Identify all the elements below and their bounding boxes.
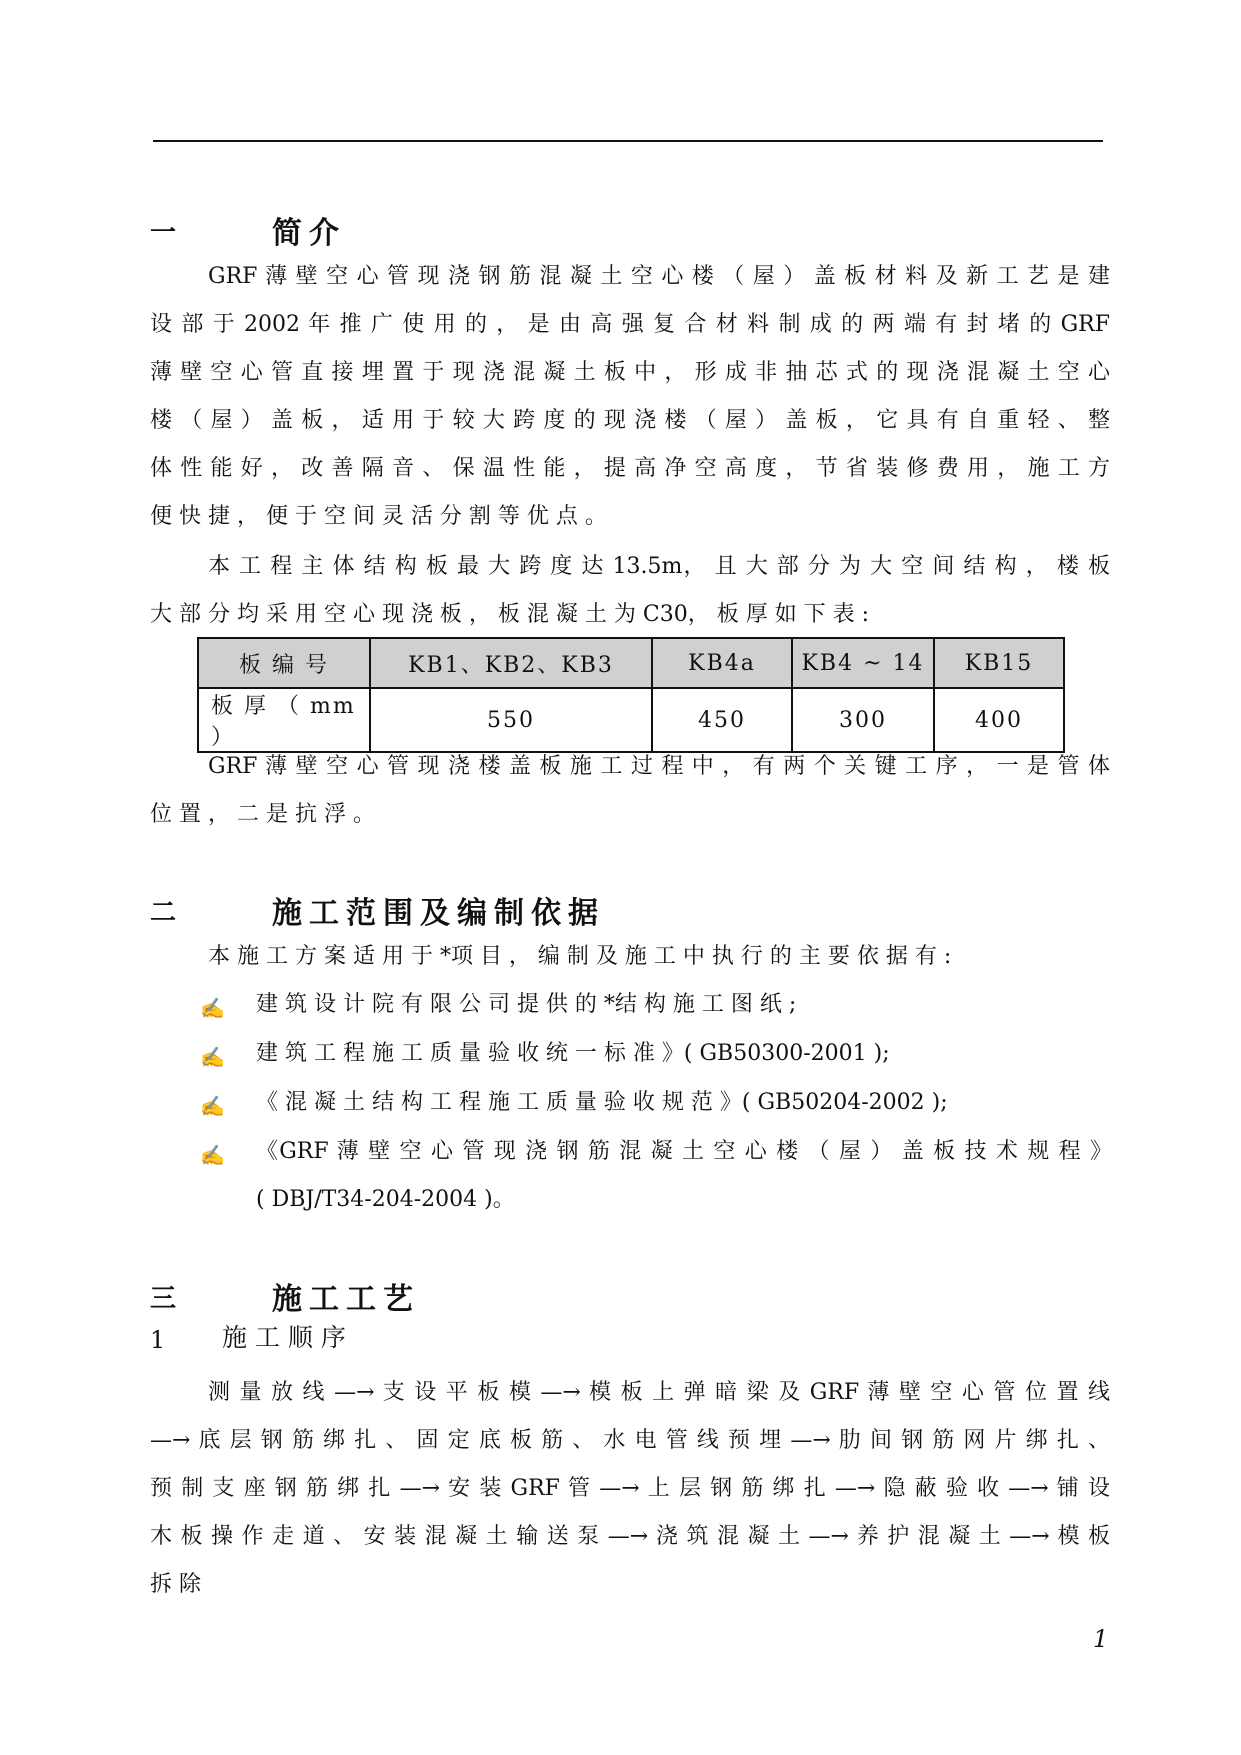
header-rule xyxy=(153,140,1103,142)
intro-p3-line-1: GRF 薄 壁 空 心 管 现 浇 楼 盖 板 施 工 过 程 中 ， 有 两 个 关 键 工 序 ， 一 是 管 体 xyxy=(208,754,1110,779)
subsection-title: 施 工 顺 序 xyxy=(222,1323,346,1352)
table-header-cell: 板 编 号 xyxy=(198,638,370,688)
table-cell: 550 xyxy=(370,688,652,752)
section-2-title: 施工范围及编制依据 xyxy=(272,896,605,931)
pen-bullet-icon: ✍ xyxy=(200,1045,225,1069)
slab-thickness-table xyxy=(197,637,1065,753)
section-1-number: 一 xyxy=(150,218,177,248)
process-line-5: 拆 除 xyxy=(150,1572,201,1597)
process-line-3: 预 制 支 座 钢 筋 绑 扎 —→ 安 装 GRF 管 —→ 上 层 钢 筋 绑 扎 —→ 隐 蔽 验 收 —→ 铺 设 xyxy=(150,1476,1110,1501)
pen-bullet-icon: ✍ xyxy=(200,996,225,1020)
process-line-2: —→ 底 层 钢 筋 绑 扎 、 固 定 底 板 筋 、 水 电 管 线 预 埋 —→ 肋 间 钢 筋 网 片 绑 扎 、 xyxy=(150,1428,1110,1453)
table-header-row xyxy=(198,638,1064,688)
intro-p1-line-2: 设 部 于 2002 年 推 广 使 用 的 ， 是 由 高 强 复 合 材 料 制 成 的 两 端 有 封 堵 的 GRF xyxy=(150,312,1110,337)
process-line-4: 木 板 操 作 走 道 、 安 装 混 凝 土 输 送 泵 —→ 浇 筑 混 凝 土 —→ 养 护 混 凝 土 —→ 模 板 xyxy=(150,1524,1110,1549)
intro-p1-line-5: 体 性 能 好 ， 改 善 隔 音 、 保 温 性 能 ， 提 高 净 空 高 度 ， 节 省 装 修 费 用 ， 施 工 方 xyxy=(150,456,1110,481)
table-header-cell: KB4 ~ 14 xyxy=(792,638,934,688)
table-header-cell: KB15 xyxy=(934,638,1064,688)
scope-item-4: 《GRF 薄 壁 空 心 管 现 浇 钢 筋 混 凝 土 空 心 楼 （ 屋 ） 盖 板 技 术 规 程 》 xyxy=(256,1139,1112,1164)
table-cell: 板 厚 （ mm ） xyxy=(198,688,370,752)
pen-bullet-icon: ✍ xyxy=(200,1094,225,1118)
process-line-1: 测 量 放 线 —→ 支 设 平 板 模 —→ 模 板 上 弹 暗 梁 及 GRF 薄 壁 空 心 管 位 置 线 xyxy=(208,1380,1110,1405)
section-1-title: 简介 xyxy=(272,216,346,251)
section-2-number: 二 xyxy=(150,898,177,928)
scope-item-3: 《 混 凝 土 结 构 工 程 施 工 质 量 验 收 规 范 》( GB50204-2002 ); xyxy=(256,1090,948,1115)
subsection-number: 1 xyxy=(150,1326,166,1354)
page-number: 1 xyxy=(1093,1625,1109,1653)
intro-p1-line-6: 便 快 捷 ， 便 于 空 间 灵 活 分 割 等 优 点 。 xyxy=(150,504,607,529)
scope-item-1: 建 筑 设 计 院 有 限 公 司 提 供 的 *结 构 施 工 图 纸 ; xyxy=(256,992,797,1017)
table-cell: 300 xyxy=(792,688,934,752)
scope-item-2: 建 筑 工 程 施 工 质 量 验 收 统 一 标 准 》( GB50300-2001 ); xyxy=(256,1041,890,1066)
intro-p1-line-1: GRF 薄 壁 空 心 管 现 浇 钢 筋 混 凝 土 空 心 楼 （ 屋 ） 盖 板 材 料 及 新 工 艺 是 建 xyxy=(208,264,1110,289)
table-cell: 400 xyxy=(934,688,1064,752)
intro-p3-line-2: 位 置 ， 二 是 抗 浮 。 xyxy=(150,802,375,827)
section-3-number: 三 xyxy=(150,1284,177,1314)
intro-p2-line-2: 大 部 分 均 采 用 空 心 现 浇 板 ， 板 混 凝 土 为 C30， 板 厚 如 下 表 : xyxy=(150,602,870,627)
table-header-cell: KB1、KB2、KB3 xyxy=(370,638,652,688)
table-row xyxy=(198,688,1064,752)
table-cell: 450 xyxy=(652,688,792,752)
scope-intro: 本 施 工 方 案 适 用 于 *项 目 ， 编 制 及 施 工 中 执 行 的 主 要 依 据 有 : xyxy=(208,944,952,969)
scope-item-4-continuation: ( DBJ/T34-204-2004 )。 xyxy=(256,1187,515,1212)
section-3-title: 施工工艺 xyxy=(272,1282,420,1317)
intro-p1-line-3: 薄 壁 空 心 管 直 接 埋 置 于 现 浇 混 凝 土 板 中 ， 形 成 非 抽 芯 式 的 现 浇 混 凝 土 空 心 xyxy=(150,360,1110,385)
intro-p1-line-4: 楼 （ 屋 ） 盖 板 ， 适 用 于 较 大 跨 度 的 现 浇 楼 （ 屋 ） 盖 板 ， 它 具 有 自 重 轻 、 整 xyxy=(150,408,1110,433)
pen-bullet-icon: ✍ xyxy=(200,1143,225,1167)
table-header-cell: KB4a xyxy=(652,638,792,688)
intro-p2-line-1: 本 工 程 主 体 结 构 板 最 大 跨 度 达 13.5m， 且 大 部 分 为 大 空 间 结 构 ， 楼 板 xyxy=(208,554,1110,579)
